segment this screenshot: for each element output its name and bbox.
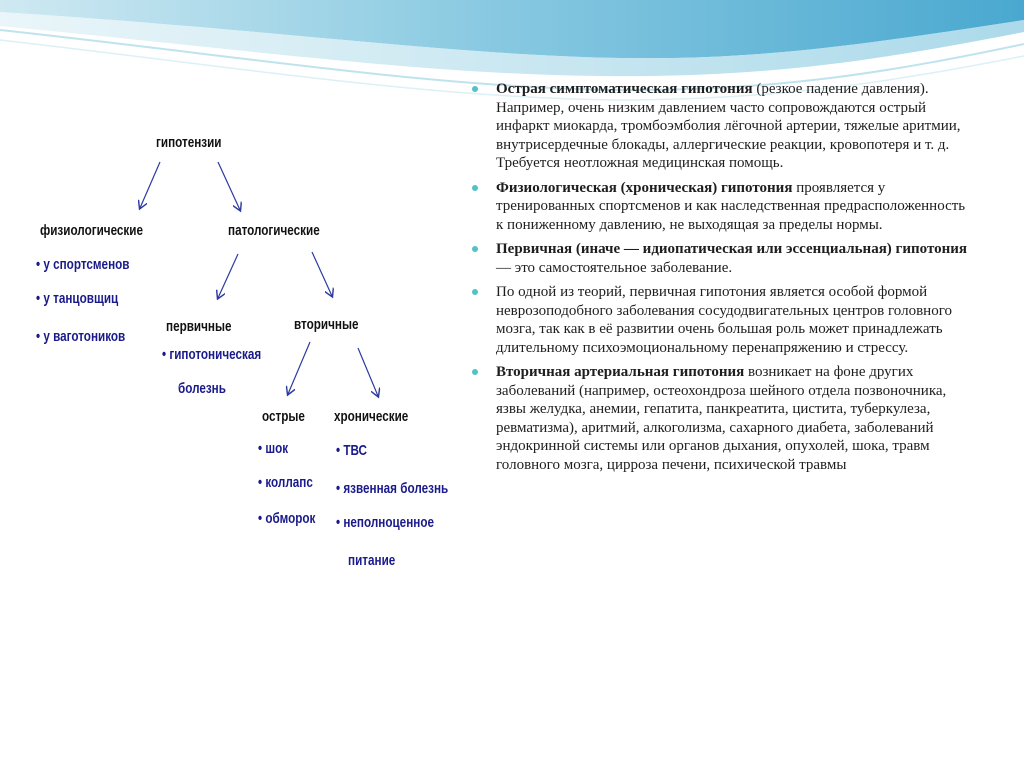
paragraph-text: возникает на фоне других заболеваний (например, остеохондроза шейного отдела позвоночника, язвы желудка, анемии, гепатита, панкреатита, цистита, туберкулеза, ревматизма), аритмий, алкоголизма, сахарного диабета, заболеваний эндокринной системы или органов дыхания, опухолей, шока, травм головного мозга, цирроза печени, психической травмы (496, 364, 947, 473)
paragraph-bold: Острая симптоматическая гипотония (496, 81, 753, 97)
physiological-item-2: • у танцовщиц (36, 290, 119, 307)
paragraph-text: По одной из теорий, первичная гипотония является особой формой неврозоподобного заболевания сосудодвигательных центров головного мозга, так как в её развитии очень большая роль может принадлежать длительному психоэмоциональному перенапряжению и стрессу. (496, 284, 952, 356)
chronic-item-3: • неполноценное (336, 514, 434, 531)
text-column (470, 80, 970, 480)
paragraph-bold: Физиологическая (хроническая) гипотония (496, 179, 793, 196)
bullet-icon (472, 86, 478, 92)
bullet-icon (472, 289, 478, 295)
secondary-label: вторичные (294, 316, 359, 333)
paragraph-text: (резкое падение давления). Например, очень низким давлением часто сопровождаются острый инфаркт миокарда, тромбоэмболия лёгочной артерии, тяжелые аритмии, внутрисердечные блокады, аллергические реакции, кровопотеря и т. д. Требуется неотложная медицинская помощь. (496, 81, 961, 171)
physiological-item-3: • у ваготоников (36, 328, 126, 345)
physiological-label: физиологические (40, 222, 143, 239)
chronic-item-4: питание (348, 552, 396, 569)
physiological-item-1: • у спортсменов (36, 256, 130, 273)
acute-label: острые (262, 408, 305, 425)
hypotension-classification-diagram (30, 118, 460, 590)
paragraph-text: проявляется у тренированных спортсменов и как наследственная предрасположенность к пониженному давлению, не выходящая за пределы нормы. (496, 179, 966, 233)
diagram-root-label: гипотензии (156, 134, 222, 151)
paragraph-text: — это самостоятельное заболевание. (496, 259, 733, 276)
primary-item-2: болезнь (178, 380, 226, 397)
acute-item-3: • обморок (258, 510, 316, 527)
primary-label: первичные (166, 318, 232, 335)
chronic-label: хронические (334, 408, 409, 425)
acute-item-1: • шок (258, 440, 289, 457)
paragraph-primary (470, 240, 970, 277)
paragraph-theory (470, 283, 970, 357)
paragraph-acute (470, 80, 970, 173)
paragraph-physiological (470, 179, 970, 235)
pathological-label: патологические (228, 222, 320, 239)
bullet-icon (472, 185, 478, 191)
paragraph-bold: Вторичная артериальная гипотония (496, 364, 745, 380)
chronic-item-2: • язвенная болезнь (336, 480, 449, 497)
bullet-icon (472, 369, 478, 375)
acute-item-2: • коллапс (258, 474, 313, 491)
primary-item-1: • гипотоническая (162, 346, 262, 363)
bullet-icon (472, 246, 478, 252)
paragraph-secondary (470, 363, 970, 474)
chronic-item-1: • ТВС (336, 442, 367, 459)
paragraph-bold: Первичная (иначе — идиопатическая или эссенциальная) гипотония (496, 241, 968, 257)
